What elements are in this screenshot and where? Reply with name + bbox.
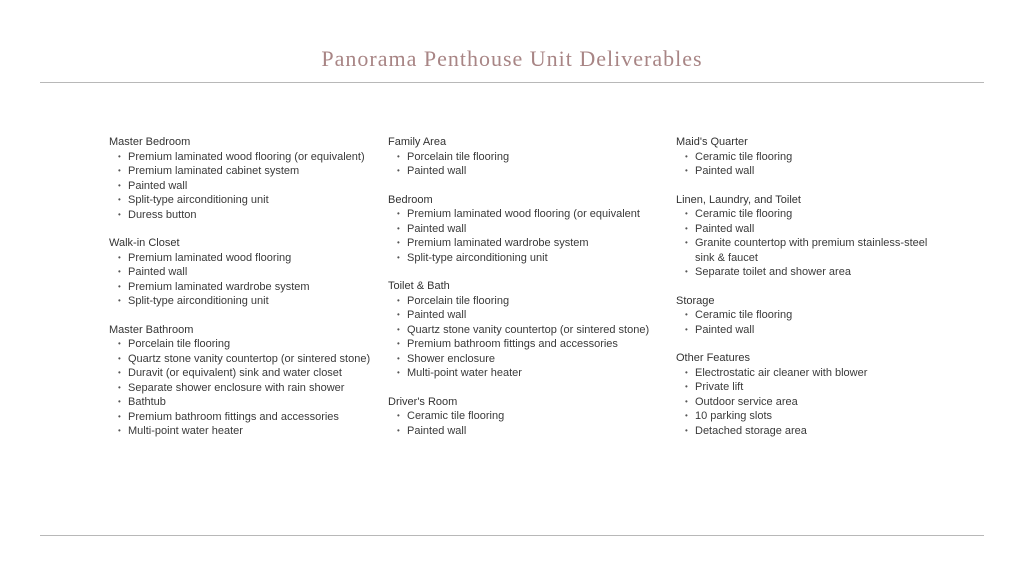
- section-title: Other Features: [676, 352, 750, 364]
- list-item: • Duress button: [109, 208, 379, 223]
- section-list: [676, 366, 946, 439]
- list-item: • Detached storage area: [676, 424, 946, 439]
- list-item: • Painted wall: [109, 265, 379, 280]
- list-item: • Premium laminated cabinet system: [109, 164, 379, 179]
- section-title: Driver's Room: [388, 395, 458, 408]
- list-item: • Quartz stone vanity countertop (or sintered stone): [388, 323, 658, 338]
- list-item: • Painted wall: [676, 323, 946, 338]
- section-master-bathroom: [109, 323, 379, 439]
- section-list: [676, 207, 946, 280]
- list-item: • Porcelain tile flooring: [388, 294, 658, 309]
- section-title: Maid's Quarter: [676, 136, 748, 148]
- bottom-divider: [40, 535, 984, 536]
- list-item: • Painted wall: [676, 222, 946, 237]
- section-list: [676, 150, 946, 179]
- section-title: Family Area: [388, 136, 447, 148]
- column-1: [109, 135, 379, 453]
- list-item: • Outdoor service area: [676, 395, 946, 410]
- list-item: • Ceramic tile flooring: [676, 150, 946, 165]
- list-item: • Split-type airconditioning unit: [388, 251, 658, 266]
- section-linen-laundry-toilet: [676, 193, 946, 280]
- list-item: • Granite countertop with premium stainless-steel sink & faucet: [676, 236, 946, 265]
- section-toilet-and-bath: [388, 279, 658, 381]
- list-item: • Premium laminated wardrobe system: [109, 280, 379, 295]
- section-list: [388, 207, 658, 265]
- list-item: • Shower enclosure: [388, 352, 658, 367]
- list-item: • Premium laminated wood flooring: [109, 251, 379, 266]
- section-bedroom: [388, 193, 658, 266]
- list-item: • Painted wall: [388, 308, 658, 323]
- section-walk-in-closet: [109, 236, 379, 309]
- list-item: • Ceramic tile flooring: [388, 409, 658, 424]
- section-title: Bedroom: [388, 193, 433, 206]
- list-item: • Quartz stone vanity countertop (or sintered stone): [109, 352, 379, 367]
- list-item: • Painted wall: [676, 164, 946, 179]
- list-item: • Premium laminated wardrobe system: [388, 236, 658, 251]
- list-item: • Bathtub: [109, 395, 379, 410]
- list-item: • Split-type airconditioning unit: [109, 193, 379, 208]
- list-item: • Separate toilet and shower area: [676, 265, 946, 280]
- list-item: • Painted wall: [388, 424, 658, 439]
- section-title: Linen, Laundry, and Toilet: [676, 193, 801, 206]
- section-list: [388, 409, 658, 438]
- section-drivers-room: [388, 395, 658, 439]
- section-storage: [676, 294, 946, 338]
- list-item: • Multi-point water heater: [109, 424, 379, 439]
- column-2: [388, 135, 658, 452]
- list-item: • Ceramic tile flooring: [676, 308, 946, 323]
- section-list: [388, 294, 658, 381]
- section-master-bedroom: [109, 135, 379, 222]
- list-item: • Electrostatic air cleaner with blower: [676, 366, 946, 381]
- list-item: • Porcelain tile flooring: [109, 337, 379, 352]
- section-title: Master Bathroom: [109, 323, 194, 336]
- section-list: [388, 150, 658, 179]
- section-list: [109, 251, 379, 309]
- list-item: • 10 parking slots: [676, 409, 946, 424]
- list-item: • Painted wall: [109, 179, 379, 194]
- section-title: Master Bedroom: [109, 136, 191, 148]
- list-item: • Premium bathroom fittings and accessories: [388, 337, 658, 352]
- list-item: • Private lift: [676, 380, 946, 395]
- list-item: • Multi-point water heater: [388, 366, 658, 381]
- section-list: [109, 150, 379, 223]
- top-divider: [40, 82, 984, 83]
- section-list: [109, 337, 379, 439]
- list-item: • Porcelain tile flooring: [388, 150, 658, 165]
- list-item: • Duravit (or equivalent) sink and water closet: [109, 366, 379, 381]
- list-item: • Ceramic tile flooring: [676, 207, 946, 222]
- list-item: • Premium laminated wood flooring (or equivalent): [109, 150, 379, 165]
- list-item: • Premium laminated wood flooring (or equivalent: [388, 207, 658, 222]
- section-title: Storage: [676, 294, 715, 307]
- list-item: • Painted wall: [388, 222, 658, 237]
- section-title: Toilet & Bath: [388, 280, 450, 292]
- page-title: Panorama Penthouse Unit Deliverables: [321, 46, 703, 71]
- list-item: • Separate shower enclosure with rain shower: [109, 381, 379, 396]
- list-item: • Premium bathroom fittings and accessories: [109, 410, 379, 425]
- section-maids-quarter: [676, 135, 946, 179]
- list-item: • Split-type airconditioning unit: [109, 294, 379, 309]
- section-list: [676, 308, 946, 337]
- section-title: Walk-in Closet: [109, 237, 180, 249]
- section-family-area: [388, 135, 658, 179]
- list-item: • Painted wall: [388, 164, 658, 179]
- section-other-features: [676, 351, 946, 438]
- column-3: [676, 135, 946, 452]
